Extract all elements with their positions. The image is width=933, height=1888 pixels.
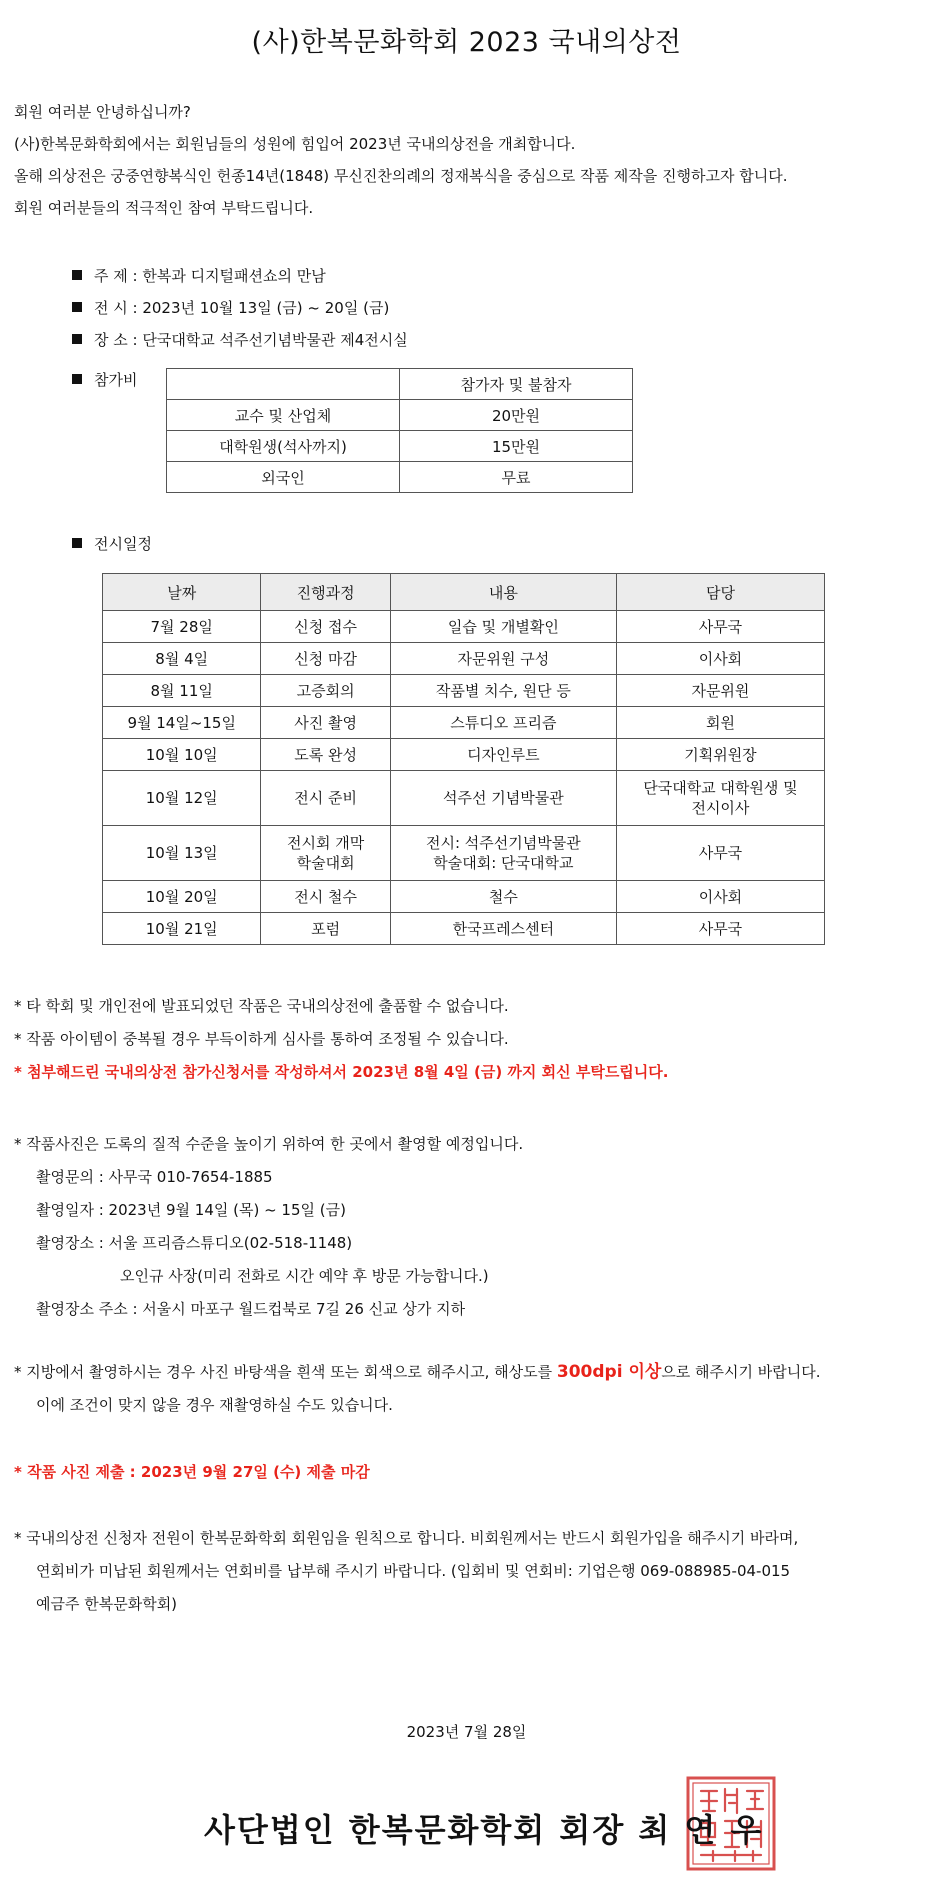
schedule-process-cell [261, 913, 390, 945]
note-line: 예금주 한복문화학회) [36, 1595, 178, 1613]
intro-text [14, 96, 787, 224]
table-row [103, 675, 825, 707]
note-line: * 타 학회 및 개인전에 발표되었던 작품은 국내의상전에 출품할 수 없습니다. [14, 997, 509, 1015]
photo-inquiry: 촬영문의 : 사무국 010-7654-1885 [36, 1168, 273, 1186]
schedule-table [102, 573, 825, 945]
square-bullet-icon [72, 374, 82, 384]
notes-photo [14, 1128, 523, 1326]
cell-line: 전시 준비 [294, 789, 357, 807]
cell-line: 자문위원 [691, 681, 750, 700]
schedule-label: 전시일정 [72, 533, 152, 554]
schedule-process-cell [261, 739, 390, 771]
fee-label: 참가비 [72, 369, 137, 390]
table-row [167, 400, 633, 431]
schedule-owner-cell [616, 643, 824, 675]
table-row [103, 643, 825, 675]
table-header-cell [167, 369, 400, 400]
intro-line: 회원 여러분 안녕하십니까? [14, 103, 191, 121]
cell-line: 사진 촬영 [294, 713, 357, 732]
schedule-date-cell: 9월 14일~15일 [103, 707, 261, 739]
schedule-date-cell: 8월 11일 [103, 675, 261, 707]
table-header-cell: 참가자 및 불참자 [400, 369, 633, 400]
schedule-owner-cell [616, 707, 824, 739]
issue-date: 2023년 7월 28일 [406, 1723, 527, 1741]
resolution-highlight: 300dpi 이상 [556, 1362, 662, 1382]
schedule-process-cell [261, 771, 390, 826]
schedule-content-cell [390, 611, 616, 643]
cell-line: 석주선 기념박물관 [443, 789, 564, 807]
schedule-process-cell [261, 611, 390, 643]
table-row [103, 739, 825, 771]
table-header-cell: 담당 [616, 574, 824, 611]
notes-regional [14, 1356, 821, 1422]
cell-line: 도록 완성 [294, 745, 357, 764]
intro-line: 회원 여러분들의 적극적인 참여 부탁드립니다. [14, 199, 314, 217]
schedule-owner-cell [616, 611, 824, 643]
schedule-content-cell [390, 739, 616, 771]
schedule-process-cell [261, 707, 390, 739]
square-bullet-icon [72, 334, 82, 344]
schedule-date-cell: 7월 28일 [103, 611, 261, 643]
schedule-content-cell [390, 826, 616, 881]
cell-line: 사무국 [698, 844, 743, 862]
cell-line: 고증회의 [296, 681, 355, 700]
table-cell: 교수 및 산업체 [167, 400, 400, 431]
schedule-content-cell [390, 643, 616, 675]
cell-line: 작품별 치수, 원단 등 [435, 681, 571, 700]
photo-place-note: 오인규 사장(미리 전화로 시간 예약 후 방문 가능합니다.) [120, 1267, 489, 1285]
cell-line: 전시 철수 [294, 887, 357, 906]
page-title: (사)한복문화학회 2023 국내의상전 [251, 27, 682, 58]
table-header-row [103, 574, 825, 611]
cell-line: 스튜디오 프리즘 [450, 713, 557, 732]
cell-line: 학술대회 [296, 854, 355, 872]
intro-line: 올해 의상전은 궁중연향복식인 헌종14년(1848) 무신진찬의례의 정재복식을 중심으로 작품 제작을 진행하고자 합니다. [14, 167, 788, 185]
schedule-owner-cell [616, 826, 824, 881]
table-row [103, 881, 825, 913]
schedule-content-cell [390, 707, 616, 739]
table-header-cell: 내용 [390, 574, 616, 611]
cell-line: 철수 [488, 887, 518, 906]
table-cell: 대학원생(석사까지) [167, 431, 400, 462]
table-row [103, 771, 825, 826]
note-line: * 작품 아이템이 중복될 경우 부득이하게 심사를 통하여 조정될 수 있습니다. [14, 1030, 509, 1048]
square-bullet-icon [72, 270, 82, 280]
cell-line: 신청 마감 [294, 649, 357, 668]
info-theme: 주 제 : 한복과 디지털패션쇼의 만남 [72, 260, 408, 292]
photo-dates: 촬영일자 : 2023년 9월 14일 (목) ~ 15일 (금) [36, 1201, 346, 1219]
cell-line: 이사회 [698, 887, 743, 906]
schedule-owner-cell [616, 675, 824, 707]
notes-rules [14, 990, 668, 1089]
schedule-date-cell: 10월 13일 [103, 826, 261, 881]
cell-line: 한국프레스센터 [452, 919, 555, 938]
cell-line: 사무국 [698, 919, 743, 938]
table-header-row [167, 369, 633, 400]
note-line: * 국내의상전 신청자 전원이 한복문화학회 회원임을 원칙으로 합니다. 비회원께서는 반드시 회원가입을 해주시기 바라며, [14, 1529, 799, 1547]
intro-line: (사)한복문화학회에서는 회원님들의 성원에 힘입어 2023년 국내의상전을 개최합니다. [14, 135, 576, 153]
note-line: 연회비가 미납된 회원께서는 연회비를 납부해 주시기 바랍니다. (입회비 및 연회비: 기업은행 069-088985-04-015 [36, 1562, 791, 1580]
table-row [103, 707, 825, 739]
table-header-cell: 진행과정 [261, 574, 390, 611]
notes-membership [14, 1522, 798, 1621]
schedule-owner-cell [616, 881, 824, 913]
note-line-highlight: * 첨부해드린 국내의상전 참가신청서를 작성하셔서 2023년 8월 4일 (금) 까지 회신 부탁드립니다. [14, 1063, 669, 1081]
event-info [72, 260, 408, 356]
schedule-owner-cell [616, 771, 824, 826]
schedule-content-cell [390, 675, 616, 707]
table-cell: 무료 [400, 462, 633, 493]
table-row [167, 462, 633, 493]
notes-deadline [14, 1456, 370, 1489]
cell-line: 포럼 [311, 919, 341, 938]
deadline-note: * 작품 사진 제출 : 2023년 9월 27일 (수) 제출 마감 [14, 1463, 370, 1481]
cell-line: 자문위원 구성 [457, 649, 550, 668]
schedule-content-cell [390, 913, 616, 945]
cell-line: 회원 [705, 713, 735, 732]
cell-line: 이사회 [698, 649, 743, 668]
info-period: 전 시 : 2023년 10월 13일 (금) ~ 20일 (금) [72, 292, 408, 324]
cell-line: 일습 및 개별확인 [447, 617, 559, 636]
schedule-content-cell [390, 881, 616, 913]
schedule-process-cell [261, 826, 390, 881]
table-row [103, 913, 825, 945]
table-cell: 15만원 [400, 431, 633, 462]
square-bullet-icon [72, 538, 82, 548]
cell-line: 학술대회: 단국대학교 [433, 854, 574, 872]
fee-table [166, 368, 633, 493]
note-line: * 작품사진은 도록의 질적 수준을 높이기 위하여 한 곳에서 촬영할 예정입니다. [14, 1135, 524, 1153]
cell-line: 전시: 석주선기념박물관 [426, 834, 581, 852]
table-header-cell: 날짜 [103, 574, 261, 611]
schedule-body [103, 611, 825, 945]
cell-line: 전시회 개막 [287, 834, 365, 852]
table-row [103, 826, 825, 881]
cell-line: 기획위원장 [684, 745, 757, 764]
schedule-date-cell: 10월 21일 [103, 913, 261, 945]
table-row [103, 611, 825, 643]
info-venue: 장 소 : 단국대학교 석주선기념박물관 제4전시실 [72, 324, 408, 356]
photo-address: 촬영장소 주소 : 서울시 마포구 월드컵북로 7길 26 신교 상가 지하 [36, 1300, 466, 1318]
cell-line: 전시이사 [691, 799, 750, 817]
table-cell: 외국인 [167, 462, 400, 493]
cell-line: 디자인루트 [467, 745, 540, 764]
schedule-owner-cell [616, 913, 824, 945]
schedule-process-cell [261, 643, 390, 675]
schedule-date-cell: 10월 12일 [103, 771, 261, 826]
note-line: * 지방에서 촬영하시는 경우 사진 바탕색을 흰색 또는 회색으로 해주시고, 해상도를 300dpi 이상으로 해주시기 바랍니다. [14, 1362, 821, 1382]
schedule-date-cell: 10월 20일 [103, 881, 261, 913]
table-cell: 20만원 [400, 400, 633, 431]
table-row [167, 431, 633, 462]
schedule-process-cell [261, 675, 390, 707]
signature: 사단법인 한복문화학회 회장 최 연 우 [204, 1811, 764, 1849]
photo-place: 촬영장소 : 서울 프리즘스튜디오(02-518-1148) [36, 1234, 353, 1252]
schedule-date-cell: 10월 10일 [103, 739, 261, 771]
schedule-content-cell [390, 771, 616, 826]
cell-line: 사무국 [698, 617, 743, 636]
cell-line: 신청 접수 [294, 617, 357, 636]
schedule-owner-cell [616, 739, 824, 771]
schedule-process-cell [261, 881, 390, 913]
schedule-date-cell: 8월 4일 [103, 643, 261, 675]
square-bullet-icon [72, 302, 82, 312]
cell-line: 단국대학교 대학원생 및 [643, 779, 798, 797]
note-line: 이에 조건이 맞지 않을 경우 재촬영하실 수도 있습니다. [36, 1396, 393, 1414]
